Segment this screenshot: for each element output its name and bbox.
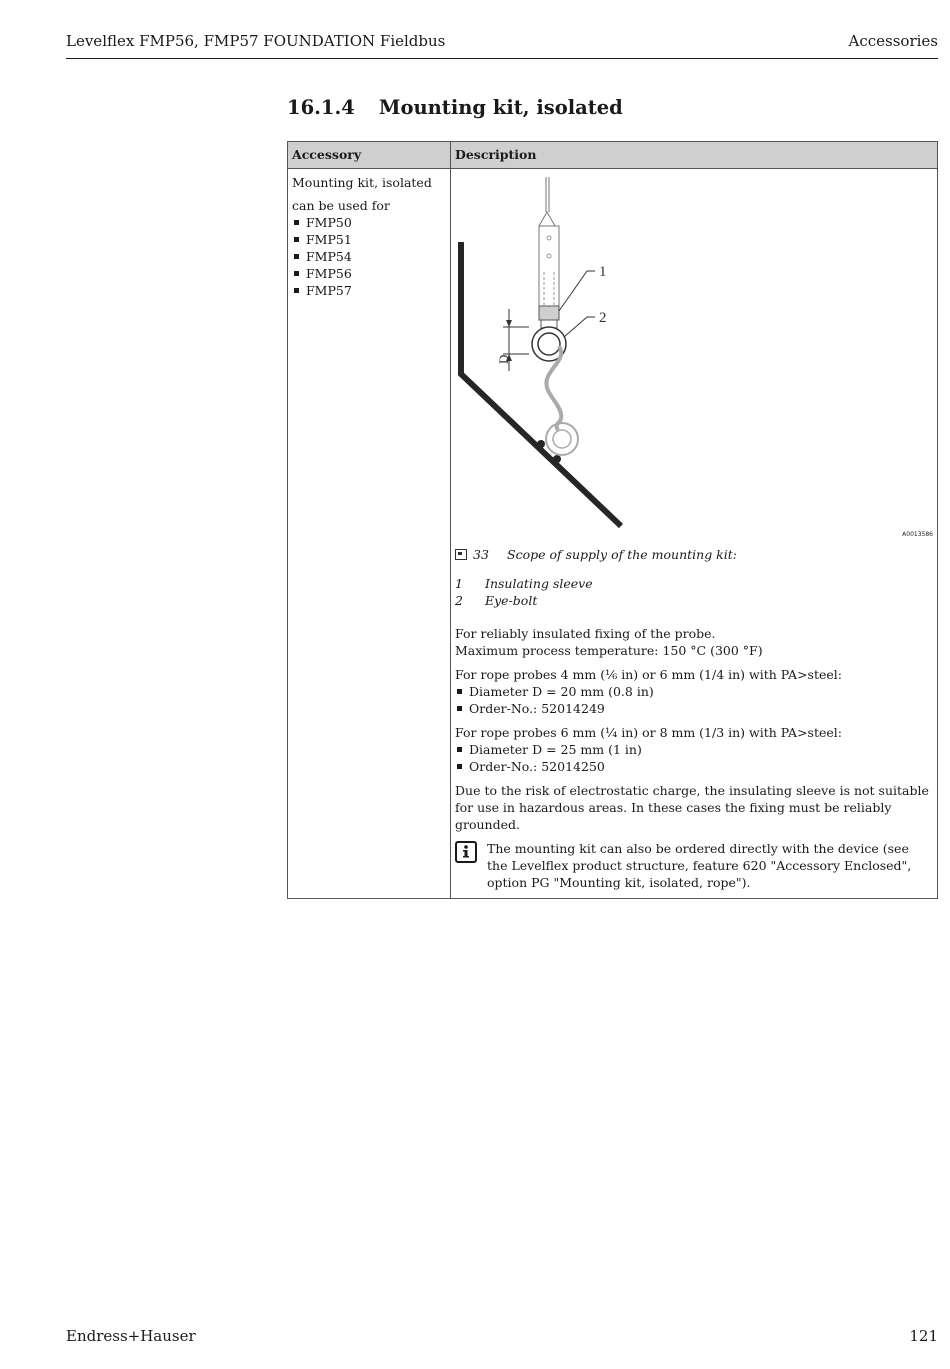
- rope-group-1: [455, 666, 933, 717]
- figure-number: 33: [473, 547, 489, 562]
- table-row: [288, 169, 938, 899]
- section-title: Mounting kit, isolated: [378, 96, 623, 119]
- legend-number: 2: [455, 593, 463, 608]
- mounting-kit-drawing: [455, 174, 935, 542]
- legend-text: Insulating sleeve: [485, 576, 593, 591]
- list-item: FMP56: [292, 265, 446, 282]
- list-item: Diameter D = 25 mm (1 in): [455, 741, 933, 758]
- usage-paragraph: [455, 625, 933, 659]
- info-note-text: The mounting kit can also be ordered directly with the device (see the Levelflex product structure, feature 620 "Accessory Enclosed", option PG "Mounting kit, isolated, rope").: [487, 841, 912, 890]
- info-note: [455, 840, 933, 891]
- wall-ring: [546, 423, 578, 455]
- legend-number: 1: [455, 576, 463, 591]
- callout-leader: [559, 271, 587, 311]
- rope-group-lead: For rope probes 6 mm (¹⁄₄ in) or 8 mm (1/3 in) with PA>steel:: [455, 725, 842, 740]
- rope-group-list: [455, 683, 933, 717]
- figure-legend: [455, 575, 933, 609]
- accessory-cell: [288, 169, 451, 899]
- header-description: Description: [451, 142, 938, 169]
- mounting-kit-figure: [455, 174, 935, 542]
- wall-ring-inner: [553, 430, 571, 448]
- list-item: Order-No.: 52014249: [455, 700, 933, 717]
- rope-group-lead: For rope probes 4 mm (¹⁄₆ in) or 6 mm (1/4 in) with PA>steel:: [455, 667, 842, 682]
- legend-item: [455, 575, 933, 592]
- header-document-title: Levelflex FMP56, FMP57 FOUNDATION Fieldbus: [66, 32, 446, 50]
- description-cell: [451, 169, 938, 899]
- table-header-row: [288, 142, 938, 169]
- figure-caption: [455, 546, 933, 563]
- page-header: [66, 30, 938, 59]
- model-list: [292, 214, 446, 299]
- list-item: Order-No.: 52014250: [455, 758, 933, 775]
- rope-group-list: [455, 741, 933, 775]
- dimension-label-d: D: [496, 354, 511, 364]
- list-item: FMP54: [292, 248, 446, 265]
- accessory-name: Mounting kit, isolated: [292, 175, 432, 190]
- figure-caption-text: Scope of supply of the mounting kit:: [507, 547, 737, 562]
- list-item: FMP51: [292, 231, 446, 248]
- rope-group-2: [455, 724, 933, 775]
- figure-code: A0013586: [902, 531, 933, 538]
- legend-text: Eye-bolt: [485, 593, 538, 608]
- list-item: FMP50: [292, 214, 446, 231]
- legend-item: [455, 592, 933, 609]
- page-footer: [66, 1327, 938, 1345]
- page-number: 121: [909, 1327, 938, 1345]
- probe-weight-tip: [539, 212, 555, 226]
- list-item: FMP57: [292, 282, 446, 299]
- section-number: 16.1.4: [287, 96, 355, 119]
- section-heading: [287, 96, 623, 119]
- header-accessory: Accessory: [288, 142, 451, 169]
- usage-line: For reliably insulated fixing of the probe.: [455, 626, 716, 641]
- wall-anchor-point: [553, 455, 561, 463]
- probe-weight: [539, 226, 559, 306]
- list-item: Diameter D = 20 mm (0.8 in): [455, 683, 933, 700]
- info-icon: [455, 841, 477, 863]
- esd-warning: Due to the risk of electrostatic charge, the insulating sleeve is not suitable for use in hazardous areas. In these cases the fixing must be reliably grounded.: [455, 783, 929, 832]
- callout-2: 2: [599, 310, 607, 326]
- accessory-table: [287, 141, 938, 899]
- callout-leader: [564, 317, 587, 337]
- footer-brand: Endress+Hauser: [66, 1327, 196, 1345]
- wall-anchor-point: [537, 440, 545, 448]
- max-temperature-line: Maximum process temperature: 150 °C (300 °F): [455, 643, 763, 658]
- header-chapter: Accessories: [848, 32, 938, 50]
- callout-1: 1: [599, 264, 607, 280]
- figure-icon: [455, 549, 467, 560]
- insulating-sleeve: [539, 306, 559, 320]
- usage-label: can be used for: [292, 198, 390, 213]
